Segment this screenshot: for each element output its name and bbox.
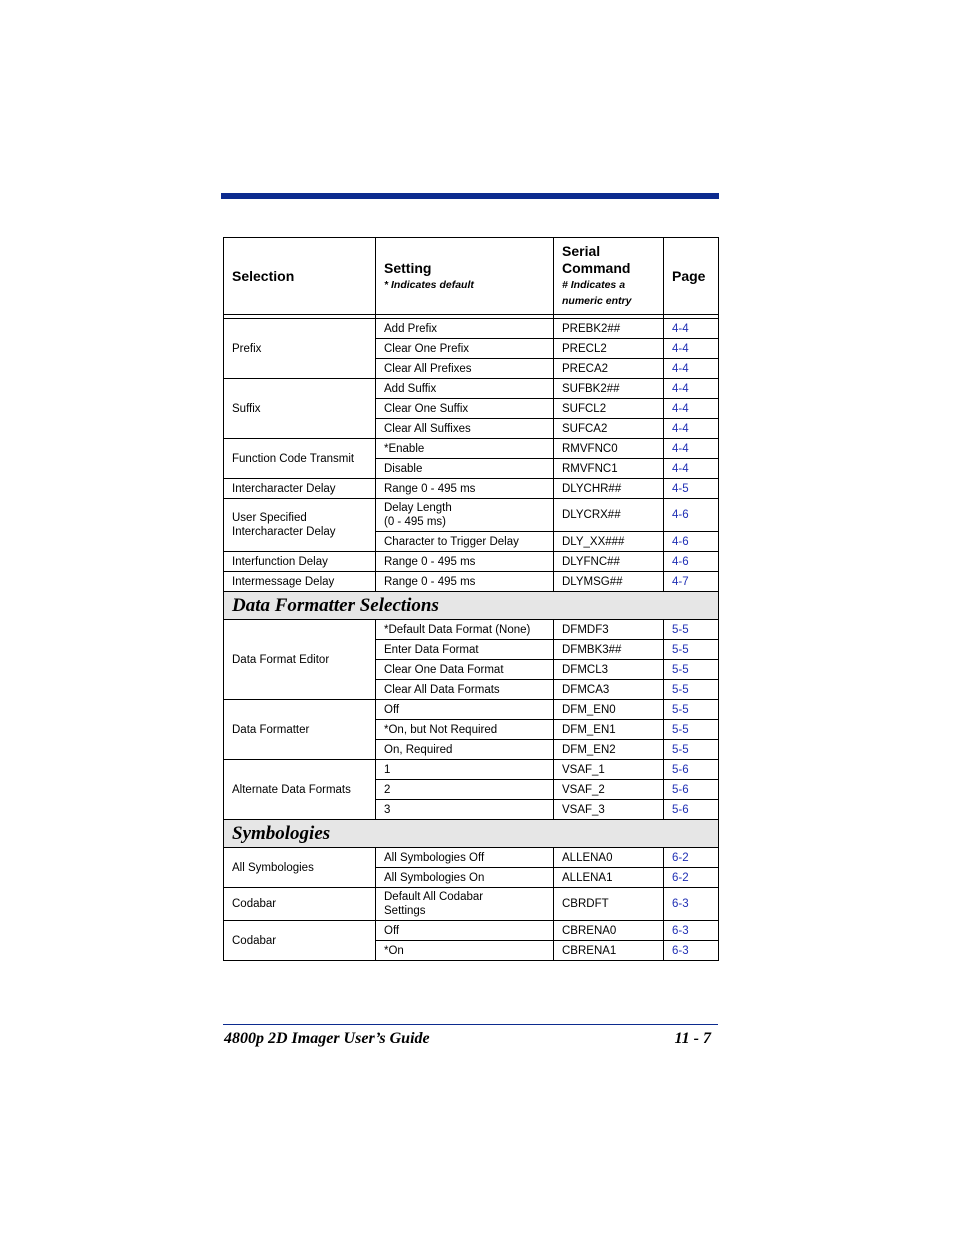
table-row <box>224 439 719 459</box>
selection-cell: All Symbologies <box>224 848 376 888</box>
page-link[interactable]: 5-5 <box>664 740 719 760</box>
footer-title: 4800p 2D Imager User’s Guide <box>224 1030 430 1047</box>
command-cell: DFM_EN1 <box>554 720 664 740</box>
setting-cell: *On, but Not Required <box>376 720 554 740</box>
command-cell: VSAF_1 <box>554 760 664 780</box>
command-cell: DFMCA3 <box>554 680 664 700</box>
selection-cell: Interfunction Delay <box>224 552 376 572</box>
page-link[interactable]: 5-5 <box>664 700 719 720</box>
selection-cell: Data Formatter <box>224 700 376 760</box>
table-row <box>224 552 719 572</box>
table-row <box>224 888 719 921</box>
setting-cell: Range 0 - 495 ms <box>376 479 554 499</box>
command-cell: DFMDF3 <box>554 620 664 640</box>
page-link[interactable]: 4-4 <box>664 459 719 479</box>
setting-cell: Enter Data Format <box>376 640 554 660</box>
command-cell: CBRDFT <box>554 888 664 921</box>
setting-cell: *On <box>376 941 554 961</box>
footer-rule <box>223 1024 718 1025</box>
command-cell: RMVFNC0 <box>554 439 664 459</box>
setting-cell: Range 0 - 495 ms <box>376 572 554 592</box>
command-cell: PRECL2 <box>554 339 664 359</box>
table-row <box>224 700 719 720</box>
page-link[interactable]: 6-3 <box>664 921 719 941</box>
selection-cell: Suffix <box>224 379 376 439</box>
setting-cell: Off <box>376 700 554 720</box>
page-link[interactable]: 6-2 <box>664 868 719 888</box>
page-link[interactable]: 4-4 <box>664 359 719 379</box>
page-link[interactable]: 6-3 <box>664 941 719 961</box>
selection-cell: Prefix <box>224 319 376 379</box>
setting-cell: 1 <box>376 760 554 780</box>
page-link[interactable]: 4-5 <box>664 479 719 499</box>
command-cell: SUFBK2## <box>554 379 664 399</box>
page-link[interactable]: 4-4 <box>664 379 719 399</box>
command-cell: PRECA2 <box>554 359 664 379</box>
selection-cell: User Specified Intercharacter Delay <box>224 499 376 552</box>
table-header-row <box>224 238 719 315</box>
selection-cell: Function Code Transmit <box>224 439 376 479</box>
selection-cell: Codabar <box>224 888 376 921</box>
setting-cell: All Symbologies Off <box>376 848 554 868</box>
selection-cell: Alternate Data Formats <box>224 760 376 820</box>
command-cell: VSAF_3 <box>554 800 664 820</box>
header-serial-note: # Indicates a numeric entry <box>562 279 632 307</box>
page-link[interactable]: 4-4 <box>664 419 719 439</box>
setting-cell: All Symbologies On <box>376 868 554 888</box>
footer-page-number: 11 - 7 <box>674 1030 711 1047</box>
page-link[interactable]: 5-6 <box>664 760 719 780</box>
setting-cell: Character to Trigger Delay <box>376 532 554 552</box>
table-row <box>224 572 719 592</box>
command-cell: VSAF_2 <box>554 780 664 800</box>
page-link[interactable]: 5-6 <box>664 780 719 800</box>
table-row <box>224 499 719 532</box>
command-cell: DFM_EN0 <box>554 700 664 720</box>
page-link[interactable]: 5-6 <box>664 800 719 820</box>
settings-table <box>223 237 719 961</box>
setting-cell: Off <box>376 921 554 941</box>
setting-cell: Clear One Suffix <box>376 399 554 419</box>
command-cell: DFMCL3 <box>554 660 664 680</box>
setting-cell: 2 <box>376 780 554 800</box>
header-selection: Selection <box>224 238 376 315</box>
section-header-symbologies <box>224 820 719 848</box>
setting-cell: *Enable <box>376 439 554 459</box>
page-link[interactable]: 5-5 <box>664 680 719 700</box>
setting-cell: Delay Length (0 - 495 ms) <box>376 499 554 532</box>
command-cell: ALLENA1 <box>554 868 664 888</box>
setting-cell: Clear All Data Formats <box>376 680 554 700</box>
command-cell: PREBK2## <box>554 319 664 339</box>
setting-cell: Default All Codabar Settings <box>376 888 554 921</box>
command-cell: DFMBK3## <box>554 640 664 660</box>
page-link[interactable]: 5-5 <box>664 640 719 660</box>
table-row <box>224 479 719 499</box>
setting-cell: Clear All Prefixes <box>376 359 554 379</box>
page-link[interactable]: 4-6 <box>664 499 719 532</box>
setting-cell: On, Required <box>376 740 554 760</box>
page-link[interactable]: 6-3 <box>664 888 719 921</box>
section-header-data-formatter <box>224 592 719 620</box>
command-cell: CBRENA0 <box>554 921 664 941</box>
page-link[interactable]: 5-5 <box>664 720 719 740</box>
header-serial-command: Serial Command # Indicates a numeric entry <box>554 238 664 315</box>
command-cell: RMVFNC1 <box>554 459 664 479</box>
table-row <box>224 379 719 399</box>
header-rule <box>221 193 719 199</box>
command-cell: DLYMSG## <box>554 572 664 592</box>
selection-cell: Intermessage Delay <box>224 572 376 592</box>
selection-cell: Data Format Editor <box>224 620 376 700</box>
page-link[interactable]: 4-6 <box>664 552 719 572</box>
command-cell: DLYCHR## <box>554 479 664 499</box>
selection-cell: Intercharacter Delay <box>224 479 376 499</box>
table-row <box>224 760 719 780</box>
header-setting-note: * Indicates default <box>384 278 474 291</box>
page-link[interactable]: 5-5 <box>664 660 719 680</box>
command-cell: SUFCL2 <box>554 399 664 419</box>
setting-cell: Clear All Suffixes <box>376 419 554 439</box>
header-page: Page <box>664 238 719 315</box>
page-link[interactable]: 5-5 <box>664 620 719 640</box>
page-link[interactable]: 4-4 <box>664 439 719 459</box>
table-row <box>224 848 719 868</box>
selection-cell: Codabar <box>224 921 376 961</box>
setting-cell: Range 0 - 495 ms <box>376 552 554 572</box>
page-link[interactable]: 4-4 <box>664 339 719 359</box>
command-cell: DLY_XX### <box>554 532 664 552</box>
command-cell: DLYCRX## <box>554 499 664 532</box>
command-cell: SUFCA2 <box>554 419 664 439</box>
setting-cell: *Default Data Format (None) <box>376 620 554 640</box>
command-cell: CBRENA1 <box>554 941 664 961</box>
table-row <box>224 620 719 640</box>
table-row <box>224 319 719 339</box>
setting-cell: Add Suffix <box>376 379 554 399</box>
page-link[interactable]: 4-4 <box>664 399 719 419</box>
page-link[interactable]: 4-4 <box>664 319 719 339</box>
setting-cell: Clear One Data Format <box>376 660 554 680</box>
setting-cell: Add Prefix <box>376 319 554 339</box>
command-cell: DLYFNC## <box>554 552 664 572</box>
page-link[interactable]: 4-7 <box>664 572 719 592</box>
page-link[interactable]: 6-2 <box>664 848 719 868</box>
table-row <box>224 921 719 941</box>
section-title: Data Formatter Selections <box>224 592 719 620</box>
command-cell: DFM_EN2 <box>554 740 664 760</box>
page-link[interactable]: 4-6 <box>664 532 719 552</box>
command-cell: ALLENA0 <box>554 848 664 868</box>
header-setting: Setting * Indicates default <box>376 238 554 315</box>
setting-cell: 3 <box>376 800 554 820</box>
section-title: Symbologies <box>224 820 719 848</box>
setting-cell: Disable <box>376 459 554 479</box>
setting-cell: Clear One Prefix <box>376 339 554 359</box>
